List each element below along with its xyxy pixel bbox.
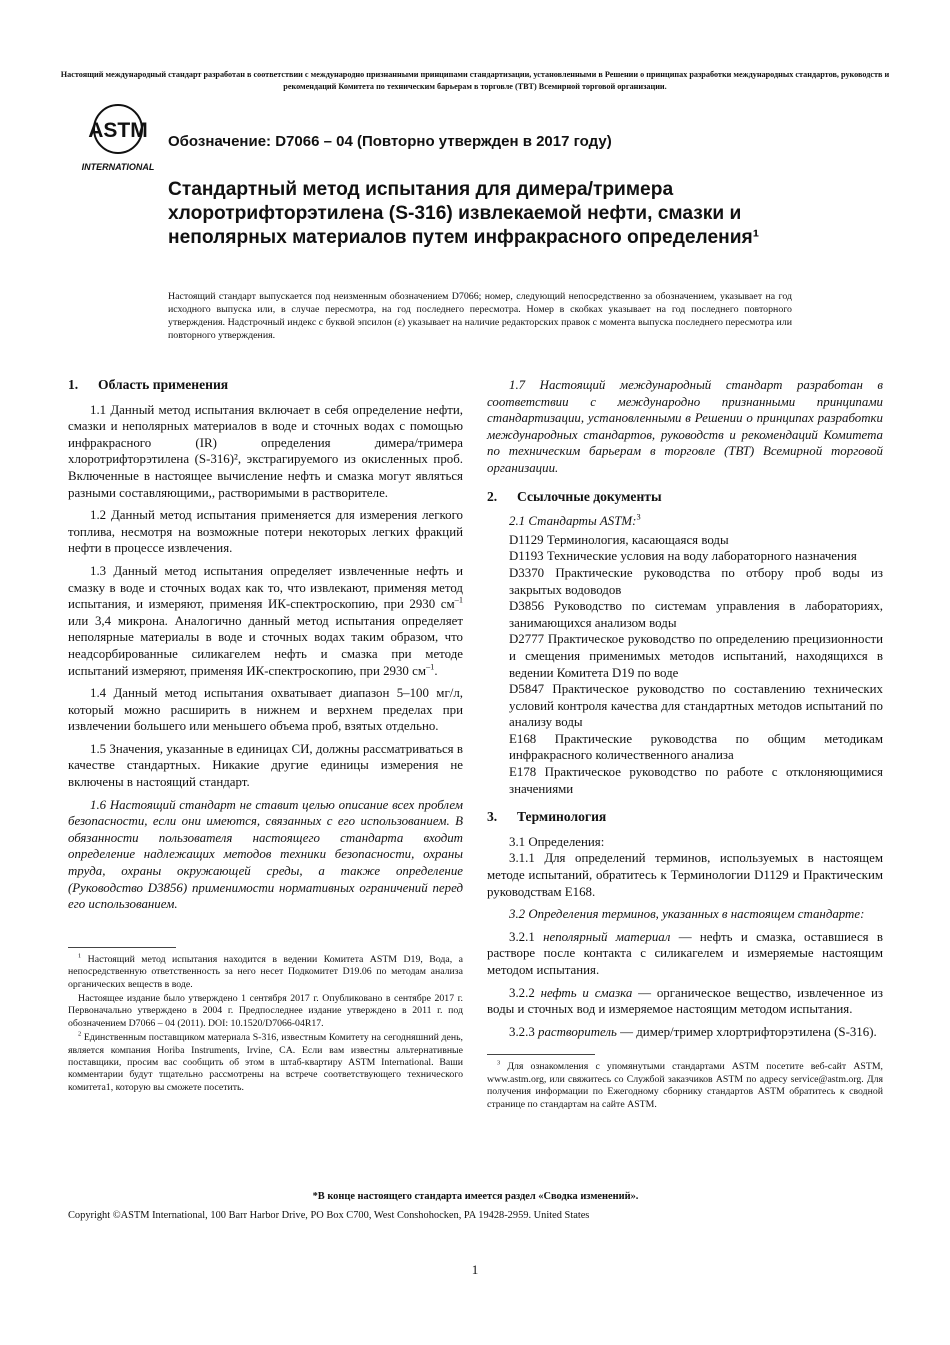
section-3-title: Терминология <box>517 809 607 825</box>
para-1-6: 1.6 Настоящий стандарт не ставит целью описание всех проблем безопасности, если они имеются, связанных с его использованием. В обязанности пользователя настоящего стандарта входит определение надлежащих методов техники безопасности, охраны труда, охраны окружающей среды, а также определение (Руководство D3856) применимости нормативных ограничений перед его использованием. <box>68 797 463 912</box>
para-3-1: 3.1 Определения: <box>509 834 605 849</box>
para-1-2: 1.2 Данный метод испытания применяется для измерения легкого топлива, несмотря на возможные потери некоторых легких фракций нефти в процессе извлечения. <box>68 508 463 556</box>
para-3-2-2: 3.2.2 нефть и смазка — органическое вещество, извлеченное из воды и сточных вод и измеряемое настоящим методом испытания. <box>487 985 883 1017</box>
right-column <box>487 377 883 1113</box>
logo-subtext: INTERNATIONAL <box>81 162 155 172</box>
footnote-1-edition: Настоящее издание было утверждено 1 сентября 2017 г. Опубликовано в сентябре 2017 г. Первоначально утверждено в 2004 г. Предпоследнее издание утверждено в 2011 г. под обозначением D7066 – 04 (2011). DOI: 10.1520/D7066-04R17. <box>68 993 463 1029</box>
para-3-2-3: 3.2.3 растворитель — димер/тример хлортрифторэтилена (S-316). <box>509 1024 877 1039</box>
reference-item: D2777 Практическое руководство по определению прецизионности и смещения применимых методов испытаний, находящихся в ведении Комитета D19 по воде <box>509 632 883 680</box>
designation: Обозначение: D7066 – 04 (Повторно утвержден в 2017 году) <box>168 133 612 150</box>
issuance-note: Настоящий стандарт выпускается под неизменным обозначением D7066; номер, следующий непосредственно за обозначением, указывает на год исходного выпуска или, в случае пересмотра, на год последнего пересмотра. Номер в скобках указывает на год последнего повторного утверждения. Надстрочный индекс с буквой эпсилон (ε) указывает на наличие редакторских правок с момента выпуска последнего пересмотра или повторного утверждения. <box>168 291 792 341</box>
para-1-4: 1.4 Данный метод испытания охватывает диапазон 5–100 мг/л, который можно расширить в нижнем и верхнем пределах при извлечении большего или меньшего объема проб, взятых отдельно. <box>68 686 463 734</box>
para-3-1-1: 3.1.1 Для определений терминов, используемых в настоящем методе испытаний, обратитесь к Терминологии D1129 и Практическим руководствам E168. <box>487 851 883 899</box>
para-1-7: 1.7 Настоящий международный стандарт разработан в соответствии с международно признанными принципами стандартизации, установленными в Решении о принципах разработки международных стандартов, руководств и рекомендаций Комитета по техническим барьерам в торговле (ТВТ) Всемирной торговой организации. <box>487 378 883 475</box>
left-column <box>68 377 463 1096</box>
reference-item: D3370 Практические руководства по отбору проб воды из закрытых водоводов <box>509 565 883 597</box>
section-1-number: 1. <box>68 377 79 392</box>
section-1-heading <box>68 377 463 394</box>
reference-item: E178 Практическое руководство по работе с отклоняющимися значениями <box>509 765 883 796</box>
para-3-2-1: 3.2.1 неполярный материал — нефть и смазка, оставшиеся в растворе после контакта с силикагелем и измеряемые настоящим методом испытания. <box>487 929 883 977</box>
footnote-rule <box>68 947 176 948</box>
footnote-2: $^2$ Единственным поставщиком материала S-316, известным Комитету на сегодняшний день, является компания Horiba Instruments, Irvine, CA. Если вам известны альтернативные поставщики, просим вас сообщить об этом в штаб-квартиру ASTM International. Ваши комментарии будут тщательно рассмотрены на встрече соответствующего технического комитета1, которую вы сможете посетить. <box>68 1030 464 1093</box>
reference-item: D1193 Технические условия на воду лабораторного назначения <box>509 549 857 564</box>
reference-item: D1129 Терминология, касающаяся воды <box>509 532 729 547</box>
para-1-5: 1.5 Значения, указанные в единицах СИ, должны рассматриваться в качестве стандартных. Никакие другие единицы измерения не включены в настоящий стандарт. <box>68 741 463 790</box>
document-title: Стандартный метод испытания для димера/тримера хлоротрифторэтилена (S-316) извлекаемой нефти, смазки и неполярных материалов путем инфракрасного определения¹ <box>168 179 760 248</box>
reference-list <box>509 532 883 798</box>
copyright-line: Copyright ©ASTM International, 100 Barr Harbor Drive, PO Box C700, West Conshohocken, PA 19428-2959. United States <box>68 1210 590 1221</box>
para-1-1: 1.1 Данный метод испытания включает в себя определение нефти, смазки и неполярных материалов в воде и сточных водах с помощью инфракрасного (IR) определения димера/тримера хлоротрифторэтилена (S-316)², экстрагируемого из окисленных проб. Включенные в настоящее вычисление нефть и смазка могут являться разными составляющими,, растворимыми в растворителе. <box>68 402 463 500</box>
para-3-2: 3.2 Определения терминов, указанных в настоящем стандарте: <box>509 907 865 922</box>
section-3-heading <box>487 809 883 826</box>
astm-logo <box>76 100 160 174</box>
footnote-1: $^1$ Настоящий метод испытания находится в ведении Комитета ASTM D19, Вода, а непосредственную ответственность за него несет Подкомитет D19.06 по методам анализа органических веществ в воде. <box>68 952 463 990</box>
section-3-number: 3. <box>487 809 498 825</box>
section-2-heading <box>487 489 883 506</box>
page-number: 1 <box>471 1262 479 1277</box>
footnote-rule <box>487 1054 595 1055</box>
section-2-title: Ссылочные документы <box>517 488 662 504</box>
reference-item: D5847 Практическое руководство по составлению технических условий контроля качества для стандартных методов испытаний по анализу воды <box>509 682 883 730</box>
logo-text: ASTM <box>88 119 148 142</box>
reference-item: E168 Практические руководства по общим методикам инфракрасного количественного анализа <box>509 731 883 763</box>
para-2-1: 2.1 Стандарты ASTM:$^3$ <box>509 512 641 529</box>
astm-logo-icon <box>76 100 160 174</box>
section-2-number: 2. <box>487 488 498 504</box>
header-note: Настоящий международный стандарт разработан в соответствии с международно признанными принципами стандартизации, установленными в Решении о принципах разработки международных стандартов, руководств и рекомендаций Комитета по техническим барьерам в торговле (ТВТ) Всемирной торговой организации. <box>60 70 890 91</box>
summary-of-changes-note: *В конце настоящего стандарта имеется раздел «Сводка изменений». <box>312 1191 639 1202</box>
section-1-title: Область применения <box>98 377 229 392</box>
reference-item: D3856 Руководство по системам управления в лабораториях, занимающихся анализом воды <box>509 599 883 630</box>
para-1-3: 1.3 Данный метод испытания определяет извлеченные нефть и смазку в воде и сточных водах как то, что извлекают, применяя метод испытания, и измеряют, применяя ИК-спектроскопию, при 2930 $см^{-1}$ или 3,4 микрона. Аналогично данный метод испытания определяет неполярные материалы в воде и сточных водах таким образом, что неадсорбированные силикагелем нефть и смазка при методе испытаний измеряют, применяя ИК-спектроскопию, при 2930 $см^{-1}$. <box>68 563 463 678</box>
footnote-3: $^3$ Для ознакомления с упомянутыми стандартами ASTM посетите веб-сайт ASTM, www.astm.org, или свяжитесь со Службой заказчиков ASTM по адресу service@astm.org. Для получения информации по Ежегодному сборнику стандартов ASTM обратитесь к сводной странице по стандартам на сайте ASTM. <box>487 1060 883 1110</box>
